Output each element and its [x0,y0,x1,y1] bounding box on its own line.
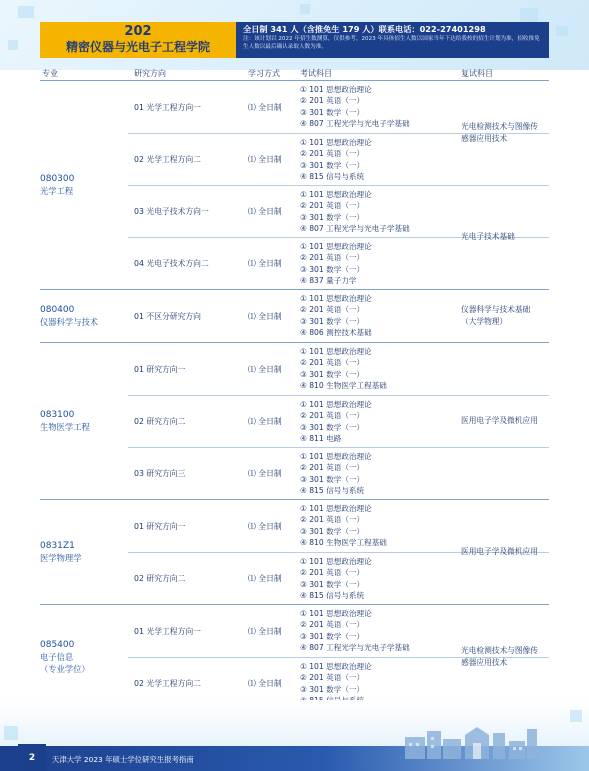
enrollment-note: 注：该计划以 2022 年招生数测算，仅供参考。2023 年具体招生人数以国家当年下达给我校的招生计划为准，招收推免生人数以最后确认录取人数为准。 [243,36,540,50]
major-cell [40,500,128,604]
retest-line: 光电检测技术与图像传 [461,646,538,655]
retest-divider [340,185,549,186]
research-direction: 01 光学工程方向一 [134,626,201,636]
exam-subject: ② 201 英语（一） [300,515,365,525]
research-direction: 02 研究方向二 [134,574,186,583]
exam-subject: ③ 301 数学（一） [300,579,365,589]
research-direction: 01 研究方向一 [134,521,186,531]
exam-subject: ① 101 思想政治理论 [300,190,372,199]
program-group [40,500,549,605]
column-header-mode: 学习方式 [248,69,280,78]
exam-subject: ② 201 英语（一） [300,305,365,315]
major-cell [40,290,128,342]
research-direction: 01 光学工程方向一 [134,102,201,112]
column-header-major: 专业 [42,69,58,78]
retest-line: 医用电子学及微机应用 [461,547,538,556]
campus-skyline-icon [405,719,540,759]
exam-subjects [300,451,372,496]
exam-subject: ③ 301 数学（一） [300,212,365,222]
retest-line: （大学物理） [461,317,508,326]
exam-subjects [300,293,372,338]
exam-subject: ④ 815 信号与系统 [300,171,365,181]
exam-subject: ① 101 思想政治理论 [300,242,372,251]
retest-subject [461,605,549,709]
exam-subject: ④ 811 电路 [300,433,342,443]
retest-line: 医用电子学及微机应用 [461,416,538,425]
exam-subject: ④ 806 测控技术基础 [300,327,372,337]
table-body [40,81,549,710]
exam-subject: ③ 301 数学（一） [300,160,365,170]
study-mode: ⑴ 全日制 [248,311,282,321]
exam-subject: ① 101 思想政治理论 [300,452,372,461]
retest-subject [461,343,549,499]
study-mode: ⑴ 全日制 [248,469,282,478]
major-name: 仪器科学与技术 [40,317,99,327]
retest-subject [461,500,549,604]
study-mode: ⑴ 全日制 [248,679,282,688]
exam-subjects [300,346,387,391]
exam-subjects [300,84,410,129]
retest-subject [461,290,549,342]
exam-subject: ② 201 英语（一） [300,201,365,211]
research-direction: 02 光学工程方向二 [134,155,201,164]
college-title-box [40,22,236,58]
exam-subjects [300,399,372,444]
exam-subject: ④ 815 信号与系统 [300,590,365,600]
exam-subject: ③ 301 数学（一） [300,422,365,432]
major-code: 083100 [40,410,75,420]
exam-subject: ② 201 英语（一） [300,411,365,421]
exam-subject: ③ 301 数学（一） [300,474,365,484]
exam-subject: ① 101 思想政治理论 [300,557,372,566]
retest-line: 感器应用技术 [461,658,508,667]
research-direction: 04 光电子技术方向二 [134,259,209,268]
major-code: 080300 [40,174,75,184]
exam-subject: ① 101 思想政治理论 [300,347,372,356]
enrollment-info-box [236,22,549,58]
exam-subject: ① 101 思想政治理论 [300,294,372,303]
study-mode: ⑴ 全日制 [248,364,282,374]
study-mode: ⑴ 全日制 [248,102,282,112]
retest-line: 仪器科学与技术基础 [461,305,531,314]
exam-subjects [300,189,410,234]
column-header-exam: 考试科目 [300,69,332,78]
exam-subject: ② 201 英语（一） [300,149,365,159]
exam-subject: ① 101 思想政治理论 [300,609,372,618]
study-mode: ⑴ 全日制 [248,626,282,636]
exam-subject: ③ 301 数学（一） [300,264,365,274]
exam-subject: ① 101 思想政治理论 [300,138,372,147]
column-header-direction: 研究方向 [134,69,166,78]
exam-subject: ② 201 英语（一） [300,568,365,578]
exam-subject: ② 201 英语（一） [300,96,365,106]
study-mode: ⑴ 全日制 [248,155,282,164]
retest-subject [461,81,549,185]
major-name: （专业学位） [40,664,90,674]
retest-line: 光电检测技术与图像传 [461,122,538,131]
exam-subject: ④ 837 量子力学 [300,275,357,285]
research-direction: 01 不区分研究方向 [134,311,201,321]
major-code: 080400 [40,305,75,315]
exam-subject: ② 201 英语（一） [300,463,365,473]
major-name: 医学物理学 [40,553,82,563]
major-code: 0831Z1 [40,541,75,551]
exam-subject: ② 201 英语（一） [300,620,365,630]
exam-subjects [300,241,372,286]
study-mode: ⑴ 全日制 [248,574,282,583]
exam-subject: ③ 301 数学（一） [300,369,365,379]
research-direction: 02 研究方向二 [134,417,186,426]
retest-subject [461,185,549,289]
exam-subject: ② 201 英语（一） [300,673,365,683]
exam-subjects [300,556,372,601]
major-name: 光学工程 [40,186,74,196]
exam-subject: ④ 807 工程光学与光电子学基础 [300,118,410,128]
program-group [40,81,549,290]
research-direction: 03 研究方向三 [134,469,186,478]
exam-subject: ② 201 英语（一） [300,358,365,368]
study-mode: ⑴ 全日制 [248,521,282,531]
study-mode: ⑴ 全日制 [248,259,282,268]
exam-subject: ④ 807 工程光学与光电子学基础 [300,223,410,233]
exam-subjects [300,503,387,548]
retest-line: 光电子技术基础 [461,232,515,241]
study-mode: ⑴ 全日制 [248,207,282,216]
research-direction: 03 光电子技术方向一 [134,207,209,216]
program-group [40,290,549,343]
exam-subject: ③ 301 数学（一） [300,316,365,326]
study-mode: ⑴ 全日制 [248,417,282,426]
exam-subjects [300,137,372,182]
college-name: 精密仪器与光电子工程学院 [65,40,210,54]
major-name: 电子信息 [40,652,74,662]
exam-subject: ① 101 思想政治理论 [300,85,372,94]
exam-subject: ① 101 思想政治理论 [300,504,372,513]
retest-line: 感器应用技术 [461,134,508,143]
column-header-retest: 复试科目 [461,69,493,78]
research-direction: 01 研究方向一 [134,364,186,374]
exam-subject: ① 101 思想政治理论 [300,400,372,409]
exam-subject: ④ 810 生物医学工程基础 [300,380,387,390]
college-code: 202 [124,24,152,39]
page-number: 2 [18,744,46,771]
exam-subject: ③ 301 数学（一） [300,631,365,641]
exam-subject: ③ 301 数学（一） [300,107,365,117]
major-name: 生物医学工程 [40,422,90,432]
program-table [40,64,549,710]
exam-subject: ③ 301 数学（一） [300,526,365,536]
major-cell [40,605,128,709]
exam-subject: ③ 301 数学（一） [300,684,365,694]
enrollment-summary: 全日制 341 人（含推免生 179 人）联系电话：022-27401298 [243,24,486,34]
major-cell [40,343,128,499]
exam-subject: ④ 815 信号与系统 [300,485,365,495]
major-cell [40,81,128,289]
exam-subject: ② 201 英语（一） [300,253,365,263]
research-direction: 02 光学工程方向二 [134,679,201,688]
major-code: 085400 [40,640,75,650]
program-group [40,605,549,710]
program-group [40,343,549,500]
exam-subject: ④ 807 工程光学与光电子学基础 [300,642,410,652]
exam-subject: ④ 810 生物医学工程基础 [300,537,387,547]
exam-subjects [300,608,410,653]
table-header [40,64,549,81]
exam-subject: ① 101 思想政治理论 [300,662,372,671]
footer-text: 天津大学 2023 年硕士学位研究生报考指南 [52,755,194,764]
